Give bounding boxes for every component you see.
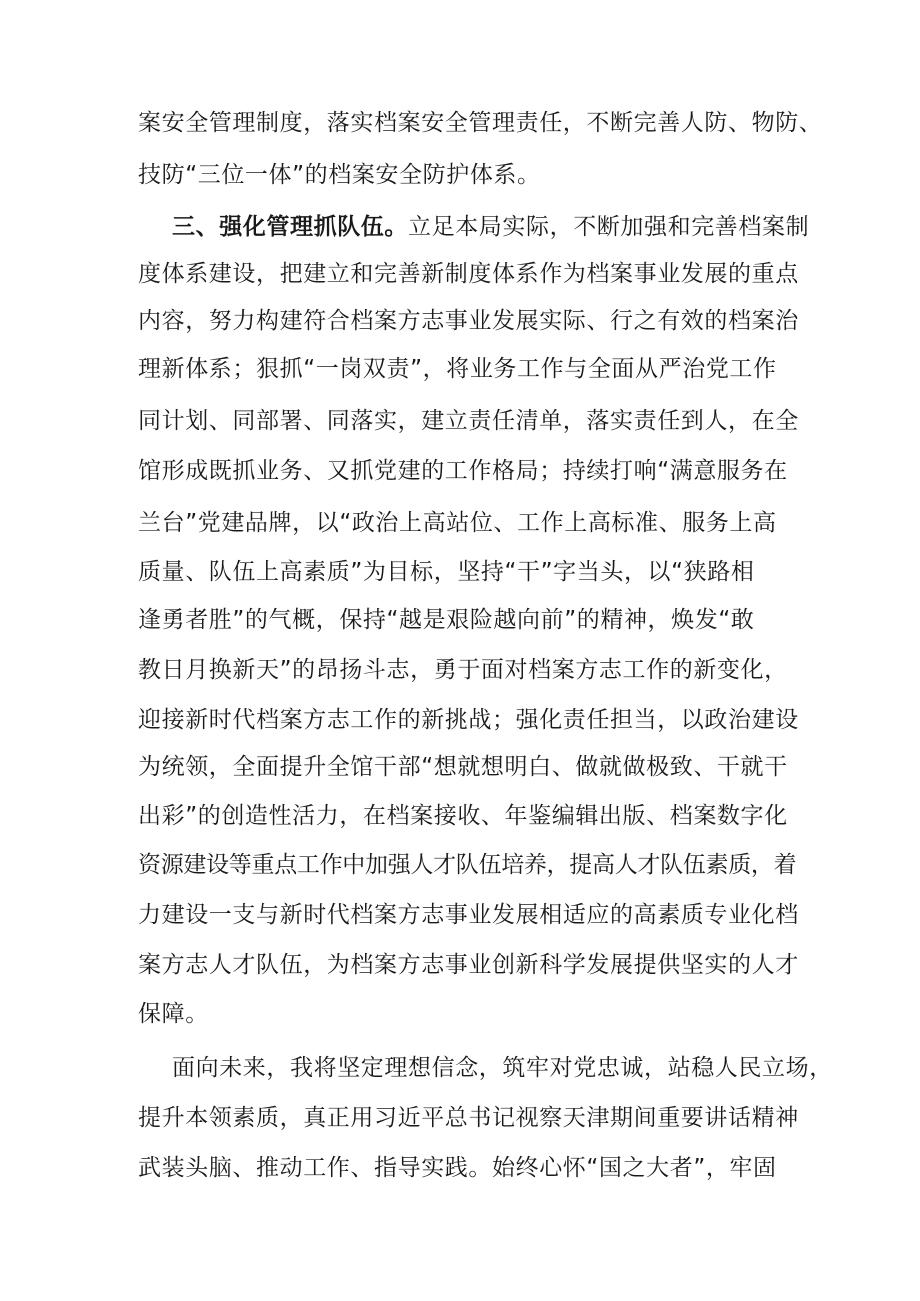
text-line-content: 馆形成既抓业务、又抓党建的工作格局；持续打响“满意服务在: [138, 458, 788, 484]
text-line-content: 武装头脑、推动工作、指导实践。始终心怀“国之大者”，牢固: [138, 1155, 777, 1181]
text-line: [138, 447, 920, 495]
text-line: [138, 548, 920, 596]
text-line-content: 同计划、同部署、同落实，建立责任清单，落实责任到人，在全: [138, 408, 799, 434]
text-line: [138, 499, 920, 547]
text-line-content: 立足本局实际，不断加强和完善档案制: [408, 214, 810, 240]
text-line-content: 教日月换新天”的昂扬斗志，勇于面对档案方志工作的新变化，: [138, 657, 788, 683]
text-line: [138, 792, 920, 840]
text-line: [138, 250, 920, 298]
text-line-content: 面向未来，我将坚定理想信念，筑牢对党忠诚，站稳人民立场，: [172, 1055, 833, 1081]
text-line-content: 质量、队伍上高素质”为目标，坚持“干”字当头，以“狭路相: [138, 559, 755, 585]
paragraph-first-line: [172, 1044, 920, 1092]
text-line: [138, 841, 920, 889]
text-line-content: 度体系建设，把建立和完善新制度体系作为档案事业发展的重点: [138, 261, 799, 287]
text-line-content: 理新体系；狠抓“一岗双责”，将业务工作与全面从严治党工作: [138, 356, 777, 382]
section-heading: 三、强化管理抓队伍。: [172, 214, 408, 240]
text-line: [138, 297, 920, 345]
text-line: [138, 1144, 920, 1192]
text-line: [138, 397, 920, 445]
text-line-content: 内容，努力构建符合档案方志事业发展实际、行之有效的档案治: [138, 308, 799, 334]
text-line-content: 案安全管理制度，落实档案安全管理责任，不断完善人防、物防、: [138, 110, 823, 136]
text-line-content: 技防“三位一体”的档案安全防护体系。: [138, 162, 541, 188]
text-line: [138, 596, 920, 644]
text-line: [138, 891, 920, 939]
text-line-content: 出彩”的创造性活力，在档案接收、年鉴编辑出版、档案数字化: [138, 803, 788, 829]
text-line: [138, 151, 920, 199]
text-line-content: 为统领，全面提升全馆干部“想就想明白、做就做极致、干就干: [138, 754, 788, 780]
section-heading-line: [172, 203, 920, 251]
text-line: [138, 345, 920, 393]
text-line: [138, 696, 920, 744]
text-line: [138, 743, 920, 791]
text-line: [138, 99, 920, 147]
text-line-content: 案方志人才队伍，为档案方志事业创新科学发展提供坚实的人才: [138, 952, 799, 978]
text-line-content: 资源建设等重点工作中加强人才队伍培养，提高人才队伍素质，着: [138, 852, 797, 878]
text-line-content: 力建设一支与新时代档案方志事业发展相适应的高素质专业化档: [138, 902, 799, 928]
text-line: [138, 941, 920, 989]
text-line-content: 逢勇者胜”的气概，保持“越是艰险越向前”的精神，焕发“敢: [138, 607, 755, 633]
text-line: [138, 1094, 920, 1142]
text-line-content: 保障。: [138, 1001, 209, 1027]
text-line-content: 提升本领素质，真正用习近平总书记视察天津期间重要讲话精神: [138, 1105, 799, 1131]
text-line: [138, 990, 920, 1038]
text-line-content: 兰台”党建品牌，以“政治上高站位、工作上高标准、服务上高: [138, 510, 777, 536]
text-line-content: 迎接新时代档案方志工作的新挑战；强化责任担当，以政治建设: [138, 707, 799, 733]
text-line: [138, 646, 920, 694]
